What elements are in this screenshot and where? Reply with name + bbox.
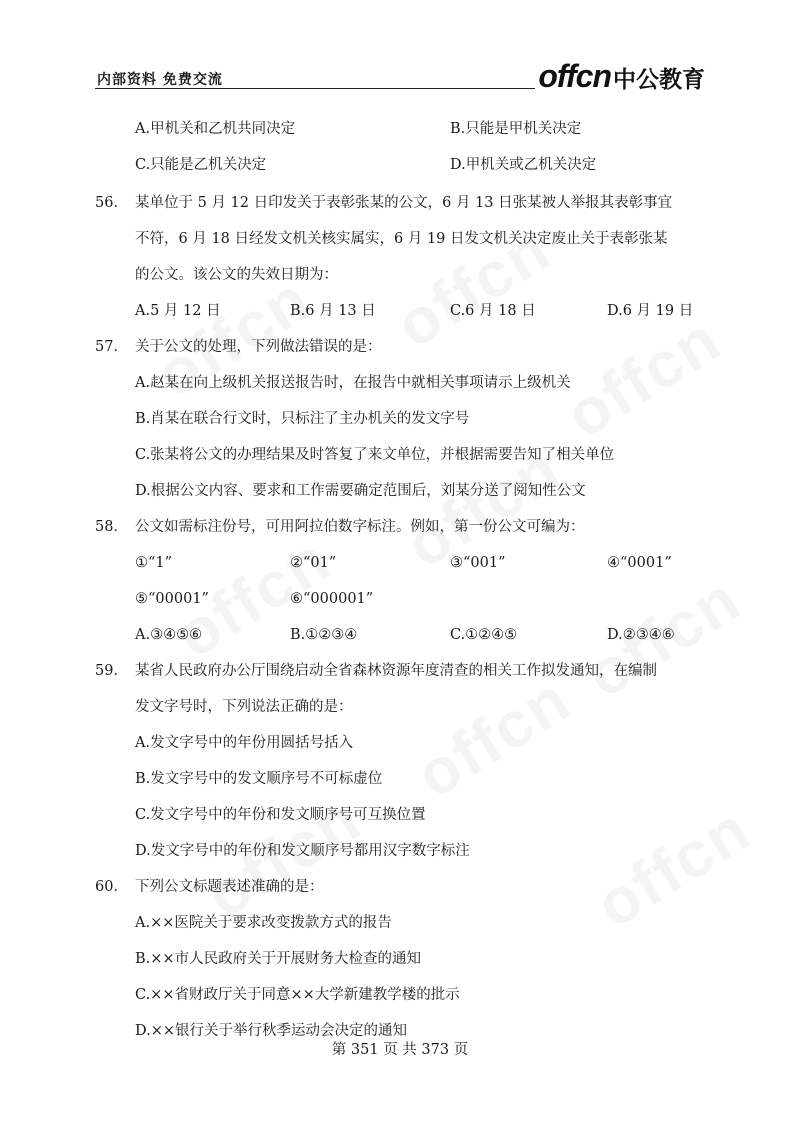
q60-option-b: B.××市人民政府关于开展财务大检查的通知	[135, 951, 422, 967]
q55-option-b: B.只能是甲机关决定	[450, 121, 582, 137]
q56-option-c: C.6 月 18 日	[450, 303, 536, 319]
q60-option-c: C.××省财政厅关于同意××大学新建教学楼的批示	[135, 987, 460, 1003]
q57-option-c: C.张某将公文的办理结果及时答复了来文单位，并根据需要告知了相关单位	[135, 447, 615, 463]
q56-stem-line-2: 不符，6 月 18 日经发文机关核实属实，6 月 19 日发文机关决定废止关于表彰张某	[135, 231, 668, 247]
q58-options-row	[95, 622, 715, 648]
header-label: 内部资料 免费交流	[97, 72, 223, 88]
q59-stem-line-1: 某省人民政府办公厅围绕启动全省森林资源年度清查的相关工作拟发通知，在编制	[135, 663, 657, 679]
header-rule	[95, 88, 535, 89]
q58-item-5: ⑤“00001”	[135, 591, 209, 607]
q60-option-d: D.××银行关于举行秋季运动会决定的通知	[135, 1023, 408, 1039]
q56-option-b: B.6 月 13 日	[290, 303, 376, 319]
q56-stem-line-3: 的公文。该公文的失效日期为：	[135, 267, 338, 283]
q55-option-c: C.只能是乙机关决定	[135, 157, 267, 173]
watermark	[553, 302, 733, 453]
q58-items-row-1	[95, 550, 715, 576]
q60-stem: 下列公文标题表述准确的是：	[135, 879, 324, 895]
q58-option-b: B.①②③④	[290, 627, 358, 643]
q58-item-1: ①“1”	[135, 555, 173, 571]
watermark	[583, 792, 763, 943]
q58-option-a: A.③④⑤⑥	[135, 627, 203, 643]
q57-stem: 关于公文的处理，下列做法错误的是：	[135, 339, 382, 355]
q55-options-row-2	[95, 152, 715, 178]
q59-option-b: B.发文字号中的发文顺序号不可标虚位	[135, 771, 383, 787]
q57-number: 57．	[95, 339, 128, 355]
watermark	[403, 662, 583, 813]
q56-number: 56．	[95, 195, 128, 211]
q59-option-a: A.发文字号中的年份用圆括号括入	[135, 735, 354, 751]
q56-option-d: D.6 月 19 日	[607, 303, 694, 319]
q57-option-a: A.赵某在向上级机关报送报告时，在报告中就相关事项请示上级机关	[135, 375, 571, 391]
q58-item-3: ③“001”	[450, 555, 506, 571]
q58-option-c: C.①②④⑤	[450, 627, 518, 643]
q58-option-d: D.②③④⑥	[607, 627, 675, 643]
q58-item-6: ⑥“000001”	[290, 591, 374, 607]
q56-options-row	[95, 298, 715, 324]
page-header	[95, 60, 705, 92]
q57-option-d: D.根据公文内容、要求和工作需要确定范围后，刘某分送了阅知性公文	[135, 483, 586, 499]
page-footer: 第 351 页 共 373 页	[331, 1042, 469, 1058]
q59-option-d: D.发文字号中的年份和发文顺序号都用汉字数字标注	[135, 843, 470, 859]
q60-option-a: A.××医院关于要求改变拨款方式的报告	[135, 915, 392, 931]
q59-stem-line-2: 发文字号时，下列说法正确的是：	[135, 699, 353, 715]
offcn-logo	[538, 60, 705, 92]
q59-option-c: C.发文字号中的年份和发文顺序号可互换位置	[135, 807, 426, 823]
q60-number: 60．	[95, 879, 128, 895]
logo-text-cn: 中公教育	[613, 67, 705, 93]
q58-stem: 公文如需标注份号，可用阿拉伯数字标注。例如，第一份公文可编为：	[135, 519, 585, 535]
q58-item-4: ④“0001”	[607, 555, 672, 571]
q55-option-d: D.甲机关或乙机关决定	[450, 157, 597, 173]
q55-option-a: A.甲机关和乙机共同决定	[135, 121, 296, 137]
q55-options-row-1	[95, 116, 715, 142]
logo-text-en: offcn	[538, 58, 611, 94]
q58-number: 58．	[95, 519, 128, 535]
q58-items-row-2	[95, 586, 715, 612]
q58-item-2: ②“01”	[290, 555, 337, 571]
q56-stem-line-1: 某单位于 5 月 12 日印发关于表彰张某的公文，6 月 13 日张某被人举报其表彰事宜	[135, 195, 673, 211]
q59-number: 59．	[95, 663, 128, 679]
q57-option-b: B.肖某在联合行文时，只标注了主办机关的发文字号	[135, 411, 470, 427]
q56-option-a: A.5 月 12 日	[135, 303, 221, 319]
